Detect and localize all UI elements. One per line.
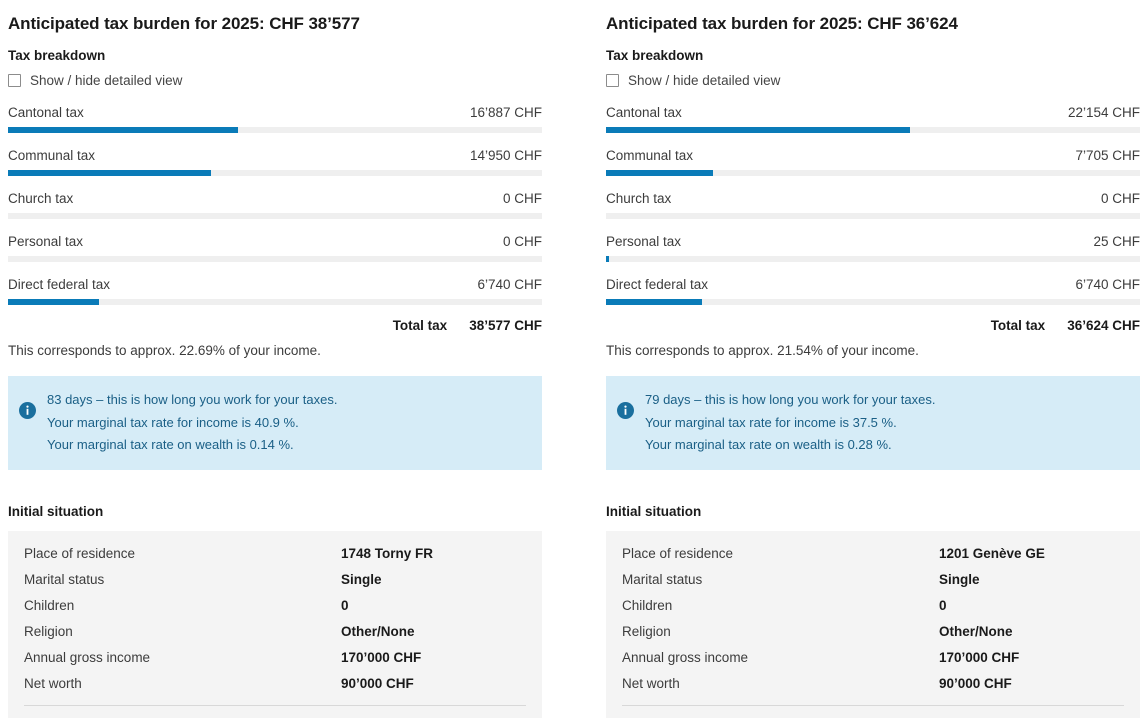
total-tax-row xyxy=(8,314,542,343)
fact-value: Single xyxy=(939,571,980,587)
tax-row xyxy=(8,142,542,176)
tax-row-value: 7’705 CHF xyxy=(1075,148,1140,163)
table-row xyxy=(622,567,1124,593)
tax-row xyxy=(606,142,1140,176)
tax-row-label: Church tax xyxy=(8,191,74,206)
tax-bar-fill xyxy=(8,170,211,176)
tax-bar-track xyxy=(8,170,542,176)
info-line-days: 79 days – this is how long you work for your taxes. xyxy=(645,392,936,407)
tax-bar-track xyxy=(8,256,542,262)
divider xyxy=(622,705,1124,706)
table-row xyxy=(24,593,526,619)
tax-row-label: Personal tax xyxy=(606,234,682,249)
info-line-income-rate: Your marginal tax rate for income is 40.9 %. xyxy=(47,414,299,430)
table-row xyxy=(24,541,526,567)
tax-row-value: 0 CHF xyxy=(502,234,542,249)
tax-bar-track xyxy=(606,170,1140,176)
tax-bar-track xyxy=(606,299,1140,305)
fact-value: 0 xyxy=(939,597,947,613)
fact-value: 170’000 CHF xyxy=(341,649,422,665)
tax-bar-track xyxy=(606,256,1140,262)
fact-label: Place of residence xyxy=(622,545,734,561)
table-row xyxy=(622,619,1124,645)
tax-row-value: 25 CHF xyxy=(1093,234,1140,249)
initial-situation-heading: Initial situation xyxy=(8,503,104,519)
tax-bar-track xyxy=(8,299,542,305)
total-tax-value: 38’577 CHF xyxy=(469,318,542,333)
fact-label: Children xyxy=(24,597,75,613)
fact-label: Net worth xyxy=(622,675,680,691)
tax-bar-fill xyxy=(606,127,910,133)
fact-value: 90’000 CHF xyxy=(341,675,414,691)
checkbox-unchecked-icon[interactable] xyxy=(8,74,21,87)
detailed-view-toggle[interactable] xyxy=(8,73,542,88)
detailed-view-label: Show / hide detailed view xyxy=(30,73,183,88)
income-share-note: This corresponds to approx. 21.54% of your income. xyxy=(606,343,919,358)
tax-row-value: 16’887 CHF xyxy=(469,105,542,120)
tax-breakdown-heading: Tax breakdown xyxy=(8,48,106,63)
info-circle-icon xyxy=(19,402,36,424)
tax-row-label: Church tax xyxy=(606,191,672,206)
tax-bar-fill xyxy=(606,170,713,176)
tax-bar-fill xyxy=(8,299,99,305)
initial-situation-heading: Initial situation xyxy=(606,503,702,519)
tax-bar-track xyxy=(606,213,1140,219)
tax-bar-track xyxy=(606,127,1140,133)
initial-situation-table xyxy=(8,531,542,718)
tax-row xyxy=(8,271,542,305)
tax-row-label: Cantonal tax xyxy=(8,105,84,120)
tax-row xyxy=(8,228,542,262)
fact-label: Net worth xyxy=(24,675,82,691)
total-tax-label: Total tax xyxy=(392,318,448,333)
marginal-rate-info-box xyxy=(606,376,1140,470)
tax-row-value: 6’740 CHF xyxy=(1075,277,1140,292)
detailed-view-label: Show / hide detailed view xyxy=(628,73,781,88)
fact-label: Annual gross income xyxy=(24,649,151,665)
info-line-income-rate: Your marginal tax rate for income is 37.5 %. xyxy=(645,414,897,430)
fact-value: Other/None xyxy=(341,623,415,639)
tax-row xyxy=(8,185,542,219)
tax-row-value: 6’740 CHF xyxy=(477,277,542,292)
tax-row-value: 0 CHF xyxy=(1100,191,1140,206)
table-row xyxy=(24,567,526,593)
fact-value: 90’000 CHF xyxy=(939,675,1012,691)
detailed-view-toggle[interactable] xyxy=(606,73,1140,88)
checkbox-unchecked-icon[interactable] xyxy=(606,74,619,87)
tax-bar-track xyxy=(8,127,542,133)
total-tax-value: 36’624 CHF xyxy=(1067,318,1140,333)
tax-row xyxy=(606,185,1140,219)
tax-row-label: Communal tax xyxy=(8,148,96,163)
page-title: Anticipated tax burden for 2025: CHF 38’577 xyxy=(8,14,360,33)
tax-row xyxy=(8,99,542,133)
tax-breakdown-heading: Tax breakdown xyxy=(606,48,704,63)
fact-value: 170’000 CHF xyxy=(939,649,1020,665)
tax-bar-fill xyxy=(606,256,609,262)
fact-label: Religion xyxy=(622,623,671,639)
page-title: Anticipated tax burden for 2025: CHF 36’624 xyxy=(606,14,958,33)
info-text xyxy=(645,389,935,457)
table-row xyxy=(24,645,526,671)
info-line-wealth-rate: Your marginal tax rate on wealth is 0.14 %. xyxy=(47,437,294,452)
tax-row-value: 14’950 CHF xyxy=(469,148,542,163)
tax-row xyxy=(606,228,1140,262)
divider xyxy=(24,705,526,706)
table-row xyxy=(622,593,1124,619)
tax-row-label: Personal tax xyxy=(8,234,84,249)
tax-row-value: 22’154 CHF xyxy=(1067,105,1140,120)
tax-panel-right xyxy=(606,14,1140,718)
tax-bar-fill xyxy=(8,127,238,133)
tax-row-value: 0 CHF xyxy=(502,191,542,206)
fact-value: Single xyxy=(341,571,382,587)
tax-row-label: Cantonal tax xyxy=(606,105,682,120)
table-row xyxy=(24,671,526,697)
table-row xyxy=(622,671,1124,697)
table-row xyxy=(622,541,1124,567)
tax-bar-fill xyxy=(606,299,702,305)
fact-label: Place of residence xyxy=(24,545,136,561)
fact-value: 1748 Torny FR xyxy=(341,545,434,561)
info-line-days: 83 days – this is how long you work for your taxes. xyxy=(47,392,338,407)
income-share-note: This corresponds to approx. 22.69% of your income. xyxy=(8,343,321,358)
fact-label: Marital status xyxy=(24,571,105,587)
tax-row-label: Communal tax xyxy=(606,148,694,163)
fact-label: Religion xyxy=(24,623,73,639)
tax-row-label: Direct federal tax xyxy=(606,277,709,292)
fact-label: Marital status xyxy=(622,571,703,587)
initial-situation-table xyxy=(606,531,1140,718)
tax-panel-left xyxy=(8,14,542,718)
table-row xyxy=(622,645,1124,671)
table-row xyxy=(24,619,526,645)
info-circle-icon xyxy=(617,402,634,424)
total-tax-label: Total tax xyxy=(990,318,1046,333)
tax-bar-track xyxy=(8,213,542,219)
fact-label: Children xyxy=(622,597,673,613)
tax-row-label: Direct federal tax xyxy=(8,277,111,292)
fact-value: Other/None xyxy=(939,623,1013,639)
fact-value: 0 xyxy=(341,597,349,613)
tax-row xyxy=(606,271,1140,305)
info-line-wealth-rate: Your marginal tax rate on wealth is 0.28 %. xyxy=(645,437,892,452)
tax-row xyxy=(606,99,1140,133)
total-tax-row xyxy=(606,314,1140,343)
marginal-rate-info-box xyxy=(8,376,542,470)
fact-value: 1201 Genève GE xyxy=(939,545,1045,561)
fact-label: Annual gross income xyxy=(622,649,749,665)
info-text xyxy=(47,389,337,457)
